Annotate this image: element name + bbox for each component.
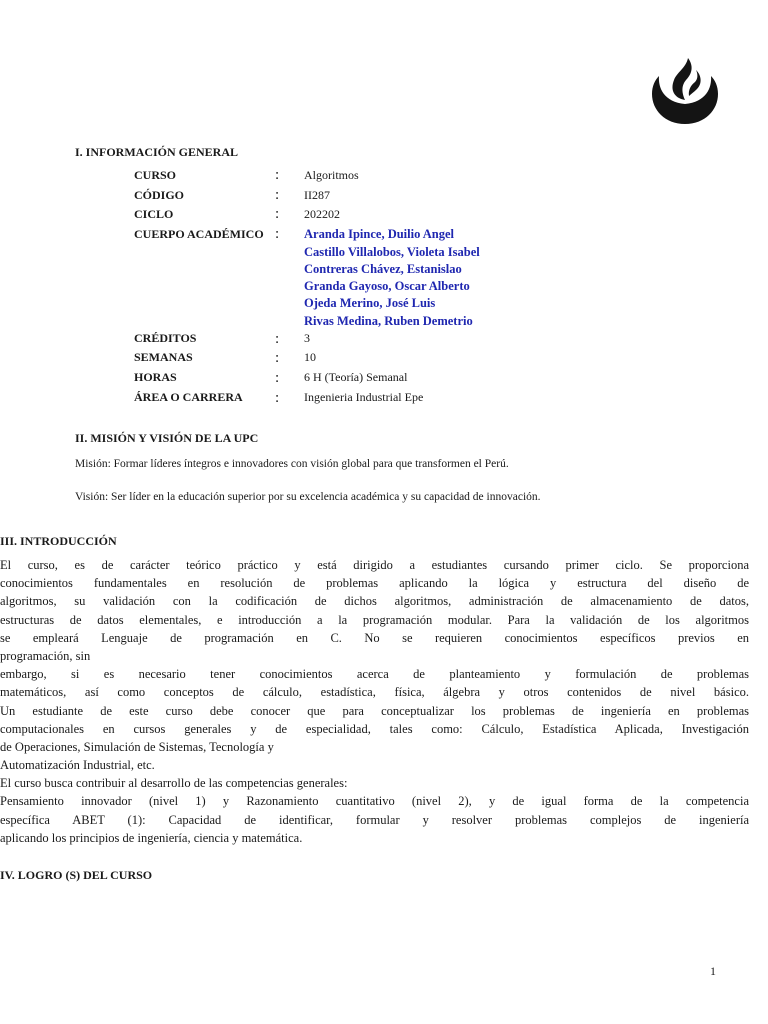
vision-text: Visión: Ser líder en la educación superior por su excelencia académica y su capacidad de innovación. [75, 491, 541, 503]
separator-colon: : [275, 390, 280, 406]
teacher-name: Contreras Chávez, Estanislao [304, 262, 462, 276]
value-creditos: 3 [304, 331, 310, 345]
introduction-paragraph [0, 556, 749, 847]
paragraph-line: Automatización Industrial, etc. [0, 758, 155, 773]
label-area-carrera: ÁREA O CARRERA [134, 390, 243, 404]
section-heading-general-info: I. INFORMACIÓN GENERAL [75, 145, 239, 159]
paragraph-line: aplicando los principios de ingeniería, ciencia y matemática. [0, 830, 303, 845]
paragraph-line: programación, sin [0, 648, 91, 663]
paragraph-line: específica ABET (1): Capacidad de identificar, formular y resolver problemas complejos de ingeniería [0, 812, 749, 827]
value-area-carrera: Ingenieria Industrial Epe [304, 390, 424, 404]
label-ciclo: CICLO [134, 207, 174, 221]
separator-colon: : [275, 226, 280, 242]
teacher-name: Rivas Medina, Ruben Demetrio [304, 314, 473, 328]
separator-colon: : [275, 187, 280, 203]
section-heading-introduction: III. INTRODUCCIÓN [0, 534, 117, 548]
separator-colon: : [275, 206, 280, 222]
label-semanas: SEMANAS [134, 350, 193, 364]
teacher-name: Aranda Ipince, Duilio Angel [304, 227, 455, 241]
paragraph-line: embargo, si es necesario tener conocimientos acerca de planteamiento y formulación de problemas [0, 667, 749, 682]
value-horas: 6 H (Teoría) Semanal [304, 370, 408, 384]
paragraph-line: Un estudiante de este curso debe conocer que para conceptualizar los problemas de ingeniería en problemas [0, 703, 749, 718]
separator-colon: : [275, 331, 280, 347]
section-heading-course-achievement: IV. LOGRO (S) DEL CURSO [0, 868, 153, 882]
label-creditos: CRÉDITOS [134, 331, 197, 345]
value-semanas: 10 [304, 350, 316, 364]
mission-text: Misión: Formar líderes íntegros e innovadores con visión global para que transformen el Perú. [75, 458, 509, 470]
paragraph-line: matemáticos, así como conceptos de cálculo, estadística, física, álgebra y otros contenidos de nivel básico. [0, 685, 749, 700]
label-curso: CURSO [134, 168, 177, 182]
paragraph-line: algoritmos, su validación con la codificación de dichos algoritmos, administración de almacenamiento de datos, [0, 594, 749, 609]
value-codigo: II287 [304, 188, 330, 202]
paragraph-line: El curso, es de carácter teórico práctico y está dirigido a estudiantes cursando primer ciclo. Se proporciona [0, 558, 749, 572]
teacher-name: Castillo Villalobos, Violeta Isabel [304, 245, 480, 259]
teacher-name: Ojeda Merino, José Luis [304, 296, 436, 310]
page-number: 1 [710, 964, 716, 978]
general-info-table [0, 0, 768, 420]
label-horas: HORAS [134, 370, 177, 384]
teacher-name: Granda Gayoso, Oscar Alberto [304, 279, 470, 293]
paragraph-line: de Operaciones, Simulación de Sistemas, Tecnología y [0, 739, 274, 754]
paragraph-line: conocimientos fundamentales en resolución de problemas aplicando la lógica y estructura del diseño de [0, 576, 749, 591]
paragraph-line: Pensamiento innovador (nivel 1) y Razonamiento cuantitativo (nivel 2), y de igual forma de la competencia [0, 794, 749, 809]
separator-colon: : [275, 370, 280, 386]
paragraph-line: El curso busca contribuir al desarrollo de las competencias generales: [0, 776, 348, 791]
separator-colon: : [275, 350, 280, 366]
label-codigo: CÓDIGO [134, 188, 185, 202]
section-heading-mission-vision: II. MISIÓN Y VISIÓN DE LA UPC [75, 431, 259, 445]
paragraph-line: se empleará Lenguaje de programación en C. No se requieren conocimientos específicos previos en [0, 630, 749, 645]
paragraph-line: estructuras de datos elementales, e introducción a la programación modular. Para la validación de los algoritmos [0, 612, 749, 627]
separator-colon: : [275, 167, 280, 183]
label-cuerpo-academico: CUERPO ACADÉMICO [134, 227, 264, 241]
paragraph-line: computacionales en cursos generales y de especialidad, tales como: Cálculo, Estadística Aplicada, Investigación [0, 721, 749, 736]
value-ciclo: 202202 [304, 207, 340, 221]
value-curso: Algoritmos [304, 168, 359, 182]
